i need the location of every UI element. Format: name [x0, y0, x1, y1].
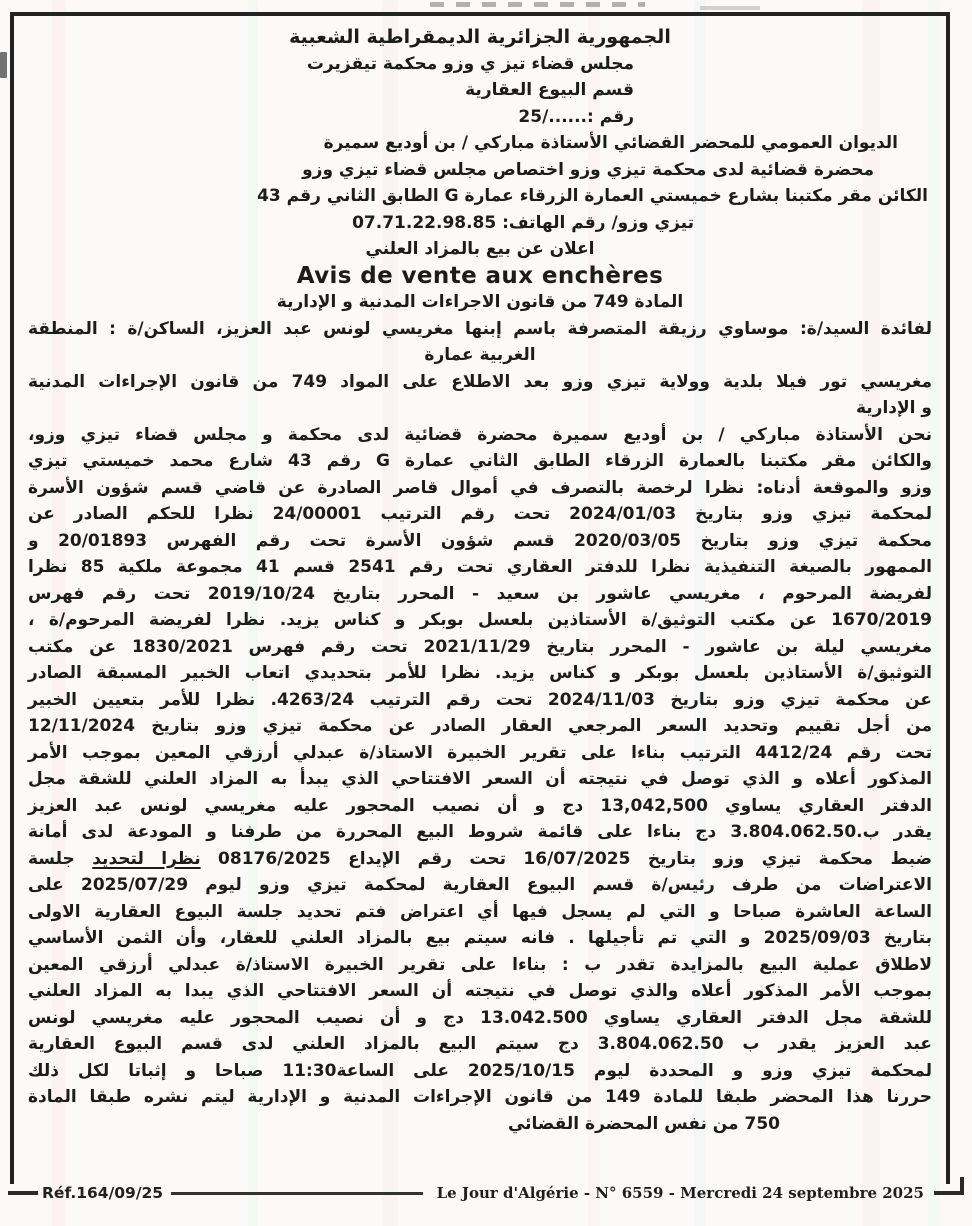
notice-text-block — [22, 20, 938, 1137]
notice-body-line: محكمة تيزي وزو بتاريخ 2020/03/05 قسم شؤون الأسرة تحت رقم الفهرس 20/01893 و — [28, 530, 932, 551]
notice-body-line: بتاريخ 2025/09/03 و التي تم تأجيلها . فانه سيتم بيع بالمزاد العلني للعقار، وأن الثمن الأساسي — [28, 928, 933, 948]
notice-title-french: Avis de vente aux enchères — [296, 262, 664, 289]
court-council-line: مجلس قضاء تيز ي وزو محكمة تيقزيرت — [306, 53, 634, 74]
notice-body-line: للشقة مجل الدفتر العقاري يساوي 13.042.500 دج و أن نصيب المحجور عليه مغريسي لونس — [28, 1007, 932, 1028]
bailiff-office-line: الديوان العمومي للمحضر القضائي الأستاذة مباركي / بن أوديع سميرة — [323, 133, 898, 153]
case-number-line: رقم :....../25 — [518, 106, 634, 127]
footer-right-corner — [960, 1177, 964, 1195]
notice-title-arabic: اعلان عن بيع بالمزاد العلني — [365, 239, 595, 259]
notice-body-line: حررنا هذا المحضر طبقا للمادة 149 من قانون الإجراءات المدنية و الإدارية ليتم نشره طبقا المادة — [28, 1087, 932, 1107]
footer-horizontal-rule — [171, 1192, 423, 1195]
scan-artifact-left-edge — [0, 52, 7, 78]
notice-body-line: الغربية عمارة — [424, 345, 536, 365]
notice-body-line: مغريسي تور فيلا بلدية وولاية تيزي وزو بعد الاطلاع على المواد 749 من قانون الإجراءات المدنية — [28, 371, 932, 392]
notice-body-line: عن محكمة تيزي وزو بتاريخ 2024/11/03 تحت رقم الترتيب 4263/24. نظرا للأمر بتعيين الخبير — [28, 689, 932, 710]
journal-issue-line: Le Jour d'Algérie - N° 6559 - Mercredi 24 septembre 2025 — [436, 1184, 924, 1202]
scan-artifact-top-right — [700, 6, 760, 10]
footer-left-dash — [8, 1191, 38, 1195]
reference-number: Réf.164/09/25 — [42, 1184, 164, 1202]
notice-body-line: نحن الأستاذة مباركي / بن أوديع سميرة محضرة قضائية لدى محكمة و مجلس قضاء تيزي وزو، — [28, 424, 932, 445]
department-line: قسم البيوع العقارية — [465, 80, 634, 100]
notice-body-line: والكائن مقر مكتبنا بالعمارة الزرقاء الطابق الثاني عمارة G رقم 43 شارع محمد خميستي تيزي — [28, 451, 932, 471]
notice-body-line: من أجل تقييم وتحديد السعر المرجعي العقار الصادر عن محكمة تيزي وزو بتاريخ 12/11/2024 — [28, 716, 932, 736]
notice-body-line: لمحكمة تيزي وزو و المحددة ليوم 2025/10/15 على الساعة11:30 صباحا و إثباتا لكل ذلك — [28, 1060, 932, 1081]
notice-body-line: التوثيق/ة الأستاذين بلعسل بوبكر و كناس يزيد. نظرا للأمر بتحديدي اتعاب الخبير المسبقة الصادر — [28, 663, 932, 683]
country-header: الجمهورية الجزائرية الديمقراطية الشعبية — [289, 26, 671, 48]
notice-body-line: 750 من نفس المحضرة القضائي — [507, 1113, 780, 1134]
notice-body-line: الاعتراضات من طرف رئيس/ة قسم البيوع العقارية لمحكمة تيزي وزو ليوم 2025/07/29 على — [28, 875, 932, 895]
notice-body-line: مغريسي ليلة بن عاشور - المحرر بتاريخ 2021/11/29 تحت رقم فهرس 1830/2021 عن مكتب — [28, 636, 932, 657]
notice-body-line: عبد العزيز يقدر ب 3.804.062.50 دج سيتم البيع بالمزاد العلني لدى قسم البيوع العقارية — [28, 1034, 932, 1054]
notice-body-line: 1670/2019 عن مكتب التوثيق/ة الأستاذين بلعسل بوبكر و كناس يزيد. نظرا لفريضة المرحوم/ة ، — [28, 610, 932, 630]
bailiff-jurisdiction-line: محضرة قضائية لدى محكمة تيزي وزو اختصاص مجلس قضاء تيزي وزو — [302, 159, 874, 180]
notice-body-line: تحت رقم 4412/24 الترتيب بناءا على تقرير الخبيرة الاستاذ/ة عبدلي أرزقي المعين بموجب الأمر — [28, 742, 933, 763]
notice-body-line: يقدر ب.3.804.062.50 دج بناءا على قائمة شروط البيع المحررة من طرفنا و المودعة لدى أمانة — [28, 822, 932, 842]
notice-body-line: لفائدة السيد/ة: موساوي رزيقة المتصرفة باسم إبنها مغريسي لونس عبد العزيز، الساكن/ة : المنطقة — [28, 318, 932, 339]
office-address-line: الكائن مقر مكتبنا بشارع خميستي العمارة الزرقاء عمارة G الطابق الثاني رقم 43 — [257, 186, 928, 206]
notice-body-line: لاطلاق عملية البيع بالمزايدة تقدر ب : بناءا على تقرير الخبيرة الاستاذ/ة عبدلي أرزقي المعين — [28, 954, 932, 975]
footer-rule — [0, 1178, 972, 1208]
notice-body-line: الدفتر العقاري يساوي 13,042,500 دج و أن نصيب المحجور عليه مغريسي لونس عبد العزيز — [28, 795, 932, 816]
notice-body-line: لفريضة المرحوم ، مغريسي عاشور بن سعيد - المحرر بتاريخ 2019/10/24 تحت رقم فهرس — [28, 583, 932, 604]
scan-artifact-top — [430, 2, 645, 7]
notice-body-line: المذكور أعلاه و الذي توصل في نتيجته أن السعر الافتتاحي الذي يبدأ به المزاد العلني للشقة مجل — [28, 769, 932, 789]
notice-body-line: ضبط محكمة تيزي وزو بتاريخ 16/07/2025 تحت رقم الإيداع 08176/2025 نظرا لتحديد جلسة — [28, 848, 933, 869]
legal-article-line: المادة 749 من قانون الاجراءات المدنية و الإدارية — [276, 292, 684, 312]
notice-body-line: بموجب الأمر المذكور أعلاه والذي توصل في نتيجته أن السعر الافتتاحي الذي يبدا به المزاد العلني — [28, 981, 932, 1001]
notice-body-line: لمحكمة تيزي وزو بتاريخ 2024/01/03 تحت رقم الترتيب 24/00001 نظرا للحكم الصادر عن — [28, 504, 933, 524]
phone-line: تيزي وزو/ رقم الهاتف: 07.71.22.98.85 — [352, 212, 694, 233]
footer-right-dash — [934, 1191, 960, 1195]
notice-body-line: الممهور بالصيغة التنفيذية نظرا للدفتر العقاري تحت رقم 2541 قسم 41 مجموعة ملكية 85 نظرا — [28, 557, 932, 577]
notice-body-line: و الإدارية — [855, 398, 932, 418]
notice-body-line: الساعة العاشرة صباحا و التي لم يسجل فيها أي اعتراض فتم تحديد جلسة البيوع العقارية الاولى — [28, 901, 932, 922]
document-border-frame — [10, 12, 950, 1184]
notice-body-line: وزو والموقعة أدناه: نظرا لرخصة بالتصرف في أموال قاصر الصادرة عن قاضي قسم شؤون الأسرة — [28, 477, 932, 498]
